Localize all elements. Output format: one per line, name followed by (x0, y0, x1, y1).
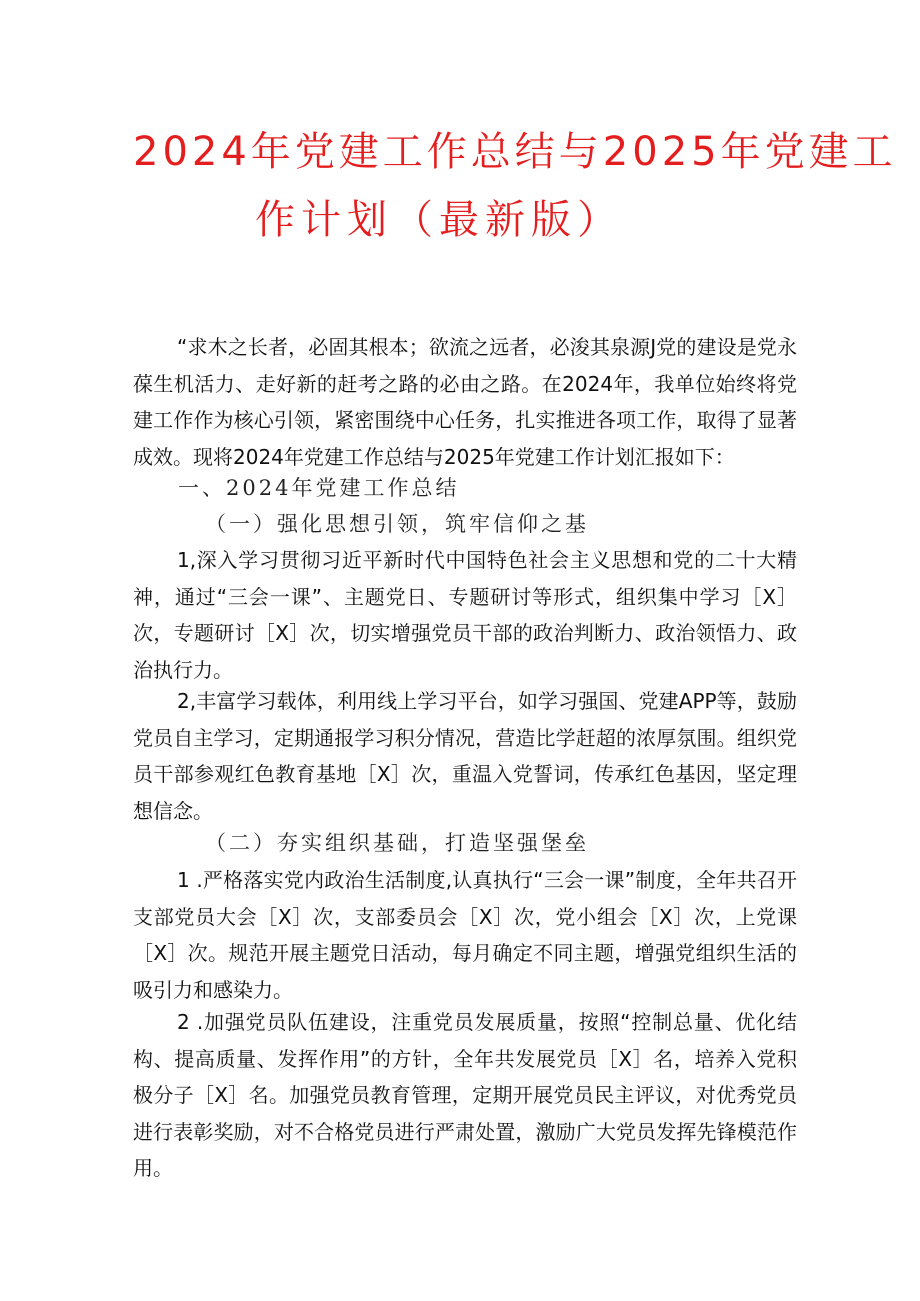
section-1-heading: 一、2024年党建工作总结 (178, 476, 460, 500)
document-title-line-2: 作计划（最新版） (255, 197, 623, 243)
intro-paragraph: “求木之长者，必固其根本；欲流之远者，必浚其泉源J党的建设是党永葆生机活力、走好新的赶考之路的必由之路。在2024年，我单位始终将党建工作作为核心引领，紧密围绕中心任务，扎实推进各项工作，取得了显著成效。现将2024年党建工作总结与2025年党建工作计划汇报如下： (133, 335, 797, 469)
item-2-2-paragraph: 2 .加强党员队伍建设，注重党员发展质量，按照“控制总量、优化结构、提高质量、发挥作用”的方针，全年共发展党员［X］名，培养入党积极分子［X］名。加强党员教育管理，定期开展党员民主评议，对优秀党员进行表彰奖励，对不合格党员进行严肃处置，激励广大党员发挥先锋模范作用。 (133, 1010, 797, 1180)
item-1-1-paragraph: 1,深入学习贯彻习近平新时代中国特色社会主义思想和党的二十大精神，通过“三会一课”、主题党日、专题研讨等形式，组织集中学习［X］次，专题研讨［X］次，切实增强党员干部的政治判断力、政治领悟力、政治执行力。 (133, 548, 797, 682)
item-1-2-paragraph: 2,丰富学习载体，利用线上学习平台，如学习强国、党建APP等，鼓励党员自主学习，定期通报学习积分情况，营造比学赶超的浓厚氛围。组织党员干部参观红色教育基地［X］次，重温入党誓词，传承红色基因，坚定理想信念。 (133, 689, 797, 823)
subsection-1-heading: （一）强化思想引领，筑牢信仰之基 (205, 512, 589, 536)
item-2-1-paragraph: 1 .严格落实党内政治生活制度,认真执行“三会一课”制度，全年共召开支部党员大会［X］次，支部委员会［X］次，党小组会［X］次，上党课［X］次。规范开展主题党日活动，每月确定不同主题，增强党组织生活的吸引力和感染力。 (133, 868, 797, 1002)
subsection-2-heading: （二）夯实组织基础，打造坚强堡垒 (205, 831, 589, 855)
document-title-line-1: 2024年党建工作总结与2025年党建工 (133, 129, 897, 175)
